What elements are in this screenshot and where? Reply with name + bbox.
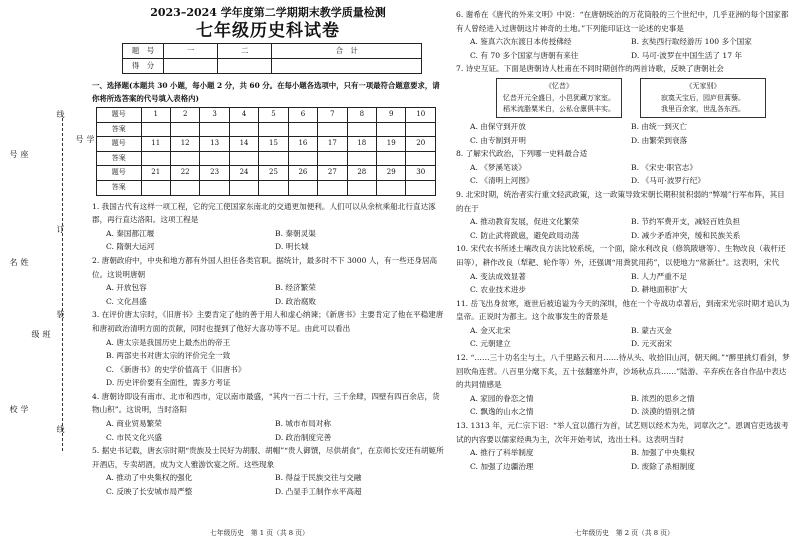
option-choice[interactable]: C. 加强了边疆治理: [470, 461, 534, 471]
score-input-cell[interactable]: [164, 59, 218, 74]
answer-number-cell: 15: [259, 137, 288, 152]
question-options: [92, 417, 444, 444]
score-label-cell: 得 分: [123, 59, 164, 74]
option-choice[interactable]: C. 防止武将跋扈，避免政局动荡: [470, 230, 580, 240]
question-text: 1. 我国古代有这样一项工程，它的完工使国家东南北的交通更加便利。人们可以从余杭乘船北行直达涿郡，再行直达洛阳。这项工程是: [92, 201, 436, 225]
option-choice[interactable]: C. 反映了长安城市局严整: [106, 487, 193, 497]
right-column: [456, 0, 792, 473]
answer-input-cell[interactable]: [200, 180, 229, 195]
option-choice[interactable]: D. 马可·波罗在中国生活了 17 年: [631, 50, 743, 60]
option-choice[interactable]: C. 隋朝大运河: [106, 242, 155, 252]
option-choice[interactable]: C. 《新唐书》的史学价值高于《旧唐书》: [106, 364, 246, 374]
question-item: [92, 200, 444, 254]
margin-label-class: 班 级: [31, 330, 51, 340]
option-choice[interactable]: C. 市民文化兴盛: [106, 432, 162, 442]
section-heading: 一、选择题(本题共 30 小题，每小题 2 分，共 60 分。在每小题各选项中，只有一项最符合题意要求，请你将所选答案的代号填入表格内): [92, 81, 440, 103]
answer-input-cell[interactable]: [229, 180, 258, 195]
answer-number-cell: 4: [229, 108, 258, 123]
option-choice[interactable]: C. 由专制到开明: [470, 135, 526, 145]
poem-line: 忆昔开元全盛日，小邑犹藏万家室。: [503, 93, 615, 102]
question-text: 2. 唐朝政府中，中央和地方都有外国人担任各类官职。据统计，最多时不下 3000 人，有一些还身居高位。这说明唐朝: [92, 255, 438, 279]
questions-right: [456, 8, 792, 473]
question-text: 8. 了解宋代政治，下列哪一史料最合适: [456, 149, 588, 159]
option-choice[interactable]: A. 由保守到开放: [470, 121, 526, 131]
left-column: [92, 0, 444, 499]
answer-number-cell: 24: [229, 166, 258, 181]
question-item: [456, 8, 792, 62]
answer-input-cell[interactable]: [318, 122, 347, 137]
answer-input-cell[interactable]: [170, 151, 199, 166]
question-text: 12. “……三十功名尘与土，八千里路云和月……待从头、收拾旧山河，朝天阙。”“醉里挑灯看剑，梦回吹角连营。八百里分麾下炙，五十弦翻塞外声，沙场秋点兵……”陆游、辛弃疾在各自作品中表达的共同情感是: [456, 353, 790, 390]
answer-input-cell[interactable]: [347, 180, 376, 195]
answer-input-cell[interactable]: [288, 180, 317, 195]
score-header-cell: 一: [164, 44, 218, 59]
answer-row-label: 题号: [97, 108, 142, 123]
exam-title: 2023–2024 学年度第二学期期末教学质量检测: [150, 6, 386, 19]
option-choice[interactable]: B. 玄奘西行取经游历 100 多个国家: [631, 37, 752, 47]
option-choice[interactable]: B. 加强了中央集权: [631, 448, 695, 458]
score-header-cell: 二: [218, 44, 272, 59]
answer-number-cell: 27: [318, 166, 347, 181]
answer-number-cell: 6: [288, 108, 317, 123]
answer-input-cell[interactable]: [347, 151, 376, 166]
option-choice[interactable]: B. 人力严重不足: [631, 271, 687, 281]
option-choice[interactable]: B. 经济繁荣: [275, 283, 316, 293]
option-choice[interactable]: A. 推动教育发展，促进文化繁荣: [470, 217, 580, 227]
question-item: [456, 419, 792, 473]
answer-number-cell: 9: [377, 108, 406, 123]
answer-input-cell[interactable]: [288, 151, 317, 166]
score-table: [122, 43, 422, 74]
answer-number-cell: 13: [200, 137, 229, 152]
option-choice[interactable]: A. 推行了科举制度: [470, 448, 534, 458]
answer-row-label: 答案: [97, 122, 142, 137]
answer-row-label: 答案: [97, 151, 142, 166]
answer-input-cell[interactable]: [200, 151, 229, 166]
question-text: 7. 诗史互证。下面是唐朝诗人杜甫在不同时期创作的两首诗歌，反映了唐朝社会: [456, 64, 724, 74]
option-choice[interactable]: B. 城市布局对称: [275, 419, 331, 429]
binding-margin: [0, 0, 95, 549]
option-choice[interactable]: A. 鉴真六次东渡日本传授佛经: [470, 37, 572, 47]
question-text: 11. 岳飞出身贫寒，逝世后被追谥为今天的深圳，他在一个寺战功卓著后，到南宋光宗时期才追认为皇帝。正说时为都主。这个故事发生的背景是: [456, 298, 790, 322]
option-choice[interactable]: D. 历史评价要有全面性，需多方考证: [106, 378, 231, 388]
answer-input-cell[interactable]: [141, 151, 170, 166]
margin-mark-ding: 订: [56, 225, 65, 235]
option-choice[interactable]: C. 有 70 多个国家与唐朝有来往: [470, 50, 579, 60]
answer-number-cell: 21: [141, 166, 170, 181]
question-text: 13. 1313 年，元仁宗下诏：“举人宜以德行为首，试艺则以经术为先，词章次之”。恩调官吏选拔考试的内容要以儒家经典为主，次年开始考试，选出士科。这表明当时: [456, 421, 789, 444]
option-choice[interactable]: B. 浓烈的思乡之情: [631, 393, 695, 403]
binding-line: [62, 118, 63, 451]
answer-input-cell[interactable]: [259, 180, 288, 195]
answer-number-cell: 28: [347, 166, 376, 181]
option-choice[interactable]: A. 《梦溪笔谈》: [470, 162, 526, 172]
answer-number-cell: 2: [170, 108, 199, 123]
answer-input-cell[interactable]: [377, 180, 406, 195]
answer-input-cell[interactable]: [259, 122, 288, 137]
poem-boxes: [496, 78, 792, 118]
option-choice[interactable]: D. 凸显手工制作水平高超: [275, 487, 362, 497]
score-header-cell: 合 计: [272, 44, 422, 59]
question-item: [92, 254, 444, 308]
question-item: [456, 188, 792, 242]
score-input-cell[interactable]: [272, 59, 422, 74]
question-options: [456, 446, 792, 473]
margin-label-name: 姓 名: [9, 258, 29, 268]
answer-number-cell: 5: [259, 108, 288, 123]
option-choice[interactable]: B. 两部史书对唐太宗的评价完全一致: [106, 351, 231, 361]
option-choice[interactable]: D. 由繁荣到衰落: [631, 135, 688, 145]
answer-number-cell: 20: [406, 137, 436, 152]
page-footer-left: 七年级历史 第 1 页（共 8 页）: [210, 529, 309, 537]
score-header-cell: 题 号: [123, 44, 164, 59]
option-choice[interactable]: A. 金灭北宋: [470, 325, 511, 335]
answer-number-cell: 7: [318, 108, 347, 123]
option-choice[interactable]: B. 得益于民族交往与交融: [275, 473, 362, 483]
option-choice[interactable]: B. 节约军费开支，减轻百姓负担: [631, 217, 741, 227]
option-choice[interactable]: D. 政治制度完善: [275, 432, 332, 442]
option-choice[interactable]: C. 农业技术进步: [470, 285, 526, 295]
poem-line: 我里百余家，世乱各东西。: [661, 104, 745, 113]
answer-input-cell[interactable]: [170, 122, 199, 137]
answer-number-cell: 25: [259, 166, 288, 181]
option-choice[interactable]: A. 家园的眷恋之情: [470, 393, 534, 403]
answer-number-cell: 14: [229, 137, 258, 152]
question-options: [456, 270, 792, 297]
answer-input-cell[interactable]: [170, 180, 199, 195]
option-choice[interactable]: B. 蒙古灭金: [631, 325, 672, 335]
answer-input-cell[interactable]: [377, 122, 406, 137]
option-choice[interactable]: C. 《清明上河图》: [470, 176, 534, 186]
question-options: [456, 35, 792, 62]
option-choice[interactable]: C. 元朝建立: [470, 339, 511, 349]
answer-number-cell: 23: [200, 166, 229, 181]
question-text: 3. 在评价唐太宗时，《旧唐书》主要肯定了他的善于用人和虚心纳谏；《新唐书》主要肯定了他在平稳建唐和唐初政治清明方面的贡献，同时也提到了他好大喜功等不足。由此可以看出: [92, 310, 444, 333]
question-item: [456, 62, 792, 147]
option-choice[interactable]: A. 变法成效显著: [470, 271, 526, 281]
question-text: 5. 据史书记载，唐玄宗时期“贵族及士民好为胡服、胡帽”“贵人御馔，尽供胡食”，在京师长安还有胡姬所开酒店，专卖胡酒，成为文人雅游饮宴之所。这些现象: [92, 446, 444, 469]
question-item: [456, 297, 792, 351]
answer-input-cell[interactable]: [318, 151, 347, 166]
question-item: [456, 351, 792, 419]
option-choice[interactable]: D. 废除了杀相制度: [631, 461, 695, 471]
answer-input-cell[interactable]: [406, 151, 436, 166]
score-input-cell[interactable]: [218, 59, 272, 74]
answer-number-cell: 26: [288, 166, 317, 181]
question-item: [92, 390, 444, 444]
answer-number-cell: 3: [200, 108, 229, 123]
answer-input-cell[interactable]: [288, 122, 317, 137]
answer-number-cell: 29: [377, 166, 406, 181]
option-choice[interactable]: D. 元灭南宋: [631, 339, 673, 349]
option-choice[interactable]: A. 唐太宗是我国历史上最杰出的帝王: [106, 337, 231, 347]
answer-input-cell[interactable]: [200, 122, 229, 137]
answer-input-cell[interactable]: [229, 151, 258, 166]
option-choice[interactable]: D. 减少矛盾冲突，缓和民族关系: [631, 230, 741, 240]
question-text: 4. 唐朝诗即设有南市、北市和西市，定以南市最盛，“其内一百二十行，三千余肆，四壁有四百余店，货物山积”。这说明，当时洛阳: [92, 391, 440, 415]
option-choice[interactable]: A. 秦国都江堰: [106, 228, 155, 238]
option-choice[interactable]: A. 开放包容: [106, 283, 147, 293]
question-item: [456, 242, 792, 296]
option-choice[interactable]: C. 飘逸的山水之情: [470, 407, 534, 417]
option-choice[interactable]: D. 《马可·波罗行纪》: [631, 176, 705, 186]
option-choice[interactable]: D. 耕地面积扩大: [631, 285, 688, 295]
answer-input-cell[interactable]: [259, 151, 288, 166]
question-options: [92, 471, 444, 498]
poem-title: 《忆昔》: [545, 81, 573, 90]
margin-label-student-no: 学 号: [75, 135, 95, 145]
questions-left: [92, 200, 444, 499]
answer-input-cell[interactable]: [406, 122, 436, 137]
margin-mark-zhuang: 装: [56, 310, 65, 320]
answer-input-cell[interactable]: [347, 122, 376, 137]
answer-number-cell: 11: [141, 137, 170, 152]
question-item: [92, 308, 444, 390]
question-options: [92, 281, 444, 308]
question-options: [92, 336, 444, 390]
answer-row-label: 答案: [97, 180, 142, 195]
answer-number-cell: 12: [170, 137, 199, 152]
option-choice[interactable]: B. 秦朝灵渠: [275, 228, 316, 238]
margin-label-seat: 座 号: [9, 150, 29, 160]
answer-input-cell[interactable]: [377, 151, 406, 166]
poem-line: 稻米流脂粟米白，公私仓廪俱丰实。: [503, 104, 615, 113]
answer-number-cell: 1: [141, 108, 170, 123]
poem-box: [640, 78, 766, 118]
margin-mark-line2: 线: [56, 425, 65, 435]
option-choice[interactable]: C. 文化昌盛: [106, 296, 147, 306]
exam-subtitle: 七年级历史科试卷: [196, 21, 340, 41]
answer-table: [96, 107, 436, 196]
option-choice[interactable]: B. 由统一到灭亡: [631, 121, 687, 131]
answer-input-cell[interactable]: [141, 180, 170, 195]
answer-number-cell: 17: [318, 137, 347, 152]
answer-input-cell[interactable]: [141, 122, 170, 137]
question-item: [456, 147, 792, 188]
margin-mark-line: 线: [56, 110, 65, 120]
page-footer-right: 七年级历史 第 2 页（共 8 页）: [575, 529, 674, 537]
poem-box: [496, 78, 622, 118]
option-choice[interactable]: A. 商业贸易繁荣: [106, 419, 162, 429]
option-choice[interactable]: A. 推动了中央集权的强化: [106, 473, 193, 483]
question-options: [456, 215, 792, 242]
margin-label-school: 学 校: [9, 405, 29, 415]
question-text: 10. 宋代农书所述土壤改良方法比较系统，一个面，除水利改良（修筑陂塘等）、生物改良（栽杆还田等），耕作改良（犁耙、轮作等）外，还强调“用粪犹用药”，以使地力“常新壮”。这表明，宋代: [456, 244, 786, 267]
option-choice[interactable]: D. 明长城: [275, 242, 309, 252]
answer-number-cell: 10: [406, 108, 436, 123]
question-options: [456, 120, 792, 147]
option-choice[interactable]: B. 《宋史·职官志》: [631, 162, 697, 172]
question-options: [456, 324, 792, 351]
answer-row-label: 题号: [97, 166, 142, 181]
answer-number-cell: 8: [347, 108, 376, 123]
question-item: [92, 444, 444, 498]
question-text: 6. 谢希在《唐代的外来文明》中说：“在唐朝统治的万花筒般的三个世纪中，几乎亚洲的每个国家都有人曾经进入过唐朝这片神奇的土地。”下列能印证这一论述的史事是: [456, 10, 789, 33]
answer-number-cell: 22: [170, 166, 199, 181]
question-options: [92, 227, 444, 254]
answer-row-label: 题号: [97, 137, 142, 152]
answer-number-cell: 19: [377, 137, 406, 152]
question-options: [456, 161, 792, 188]
poem-title: 《无家别》: [685, 81, 721, 90]
option-choice[interactable]: D. 淡漠的悟别之情: [631, 407, 695, 417]
answer-number-cell: 18: [347, 137, 376, 152]
poem-line: 寂寞天宝后，园庐但蒿藜。: [661, 93, 745, 102]
answer-number-cell: 30: [406, 166, 436, 181]
question-options: [456, 392, 792, 419]
answer-input-cell[interactable]: [318, 180, 347, 195]
question-text: 9. 北宋时期，统治者实行重文轻武政策，这一政策导致宋朝长期积贫积弱的“弊端”行军布阵，其目的在于: [456, 189, 785, 213]
option-choice[interactable]: D. 政治腐败: [275, 296, 317, 306]
answer-number-cell: 16: [288, 137, 317, 152]
answer-input-cell[interactable]: [229, 122, 258, 137]
answer-input-cell[interactable]: [406, 180, 436, 195]
